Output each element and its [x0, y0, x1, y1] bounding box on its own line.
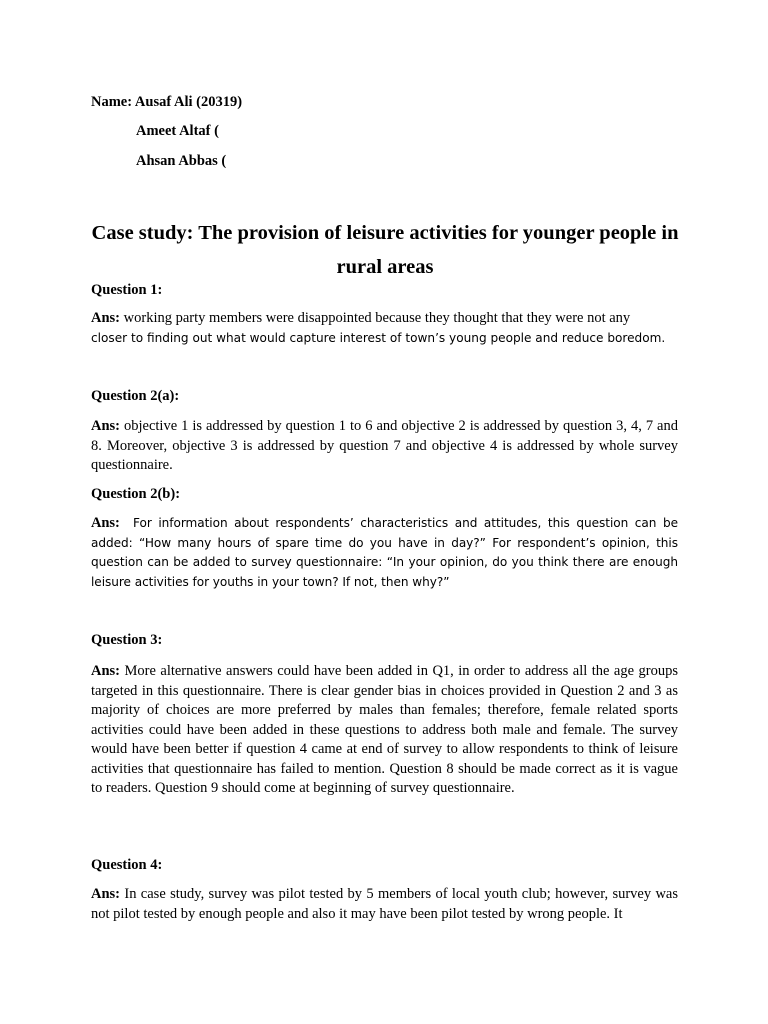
answer-paragraph [91, 417, 678, 476]
answer-text: More alternative answers could have been added in Q1, in order to address all the age groups targeted in this questionnaire. There is clear gender bias in choices provided in Question 2 and 3 as majority of choices are more preferred by males than females; therefore, female related sports activities could have been added in these questions to address both male and female. The survey would have been better if question 4 came at end of survey to allow respondents to think of leisure activities that questionnaire has failed to mention. Question 8 should be made correct as it is vague to readers. Question 9 should come at beginning of survey questionnaire. [91, 663, 678, 796]
name-label: Name: [91, 94, 133, 110]
answer-text-continued: closer to finding out what would capture interest of town’s young people and reduce boredom. [91, 330, 666, 345]
question-heading: Question 1: [91, 282, 163, 298]
question-heading: Question 3: [91, 632, 163, 648]
question-heading: Question 2(b): [91, 486, 181, 502]
answer-paragraph [91, 885, 678, 924]
answer-label: Ans: [91, 515, 120, 531]
answer-text: working party members were disappointed because they thought that they were not any [123, 310, 631, 326]
answer-label: Ans: [91, 418, 121, 434]
document-title: Case study: The provision of leisure activities for younger people in rural areas [91, 222, 679, 278]
answer-label: Ans: [91, 663, 121, 679]
author-line-3 [136, 153, 226, 170]
answer-paragraph [91, 309, 678, 348]
author-name: Ameet Altaf ( [136, 123, 219, 139]
author-line-1 [91, 94, 242, 111]
answer-label: Ans: [91, 310, 121, 326]
author-name: Ahsan Abbas ( [136, 153, 227, 169]
answer-paragraph [91, 662, 678, 799]
author-line-2 [136, 123, 219, 140]
answer-label: Ans: [91, 886, 121, 902]
answer-text: For information about respondents’ characteristics and attitudes, this question can be added: “How many hours of spare time do you have in day?” For respondent’s opinion, this question can be added to survey questionnaire: “In your opinion, do you think there are enough leisure activities for youths in your town? If not, then why?” [91, 516, 678, 589]
answer-paragraph [91, 514, 678, 592]
answer-text: objective 1 is addressed by question 1 to 6 and objective 2 is addressed by question 3, 4, 7 and 8. Moreover, objective 3 is addressed by question 7 and objective 4 is addressed by whole survey questionnaire. [91, 418, 678, 473]
answer-text: In case study, survey was pilot tested by 5 members of local youth club; however, survey was not pilot tested by enough people and also it may have been pilot tested by wrong people. It [91, 886, 679, 922]
question-heading: Question 4: [91, 857, 163, 873]
question-heading: Question 2(a): [91, 388, 180, 404]
author-name: Ausaf Ali (20319) [134, 94, 243, 110]
